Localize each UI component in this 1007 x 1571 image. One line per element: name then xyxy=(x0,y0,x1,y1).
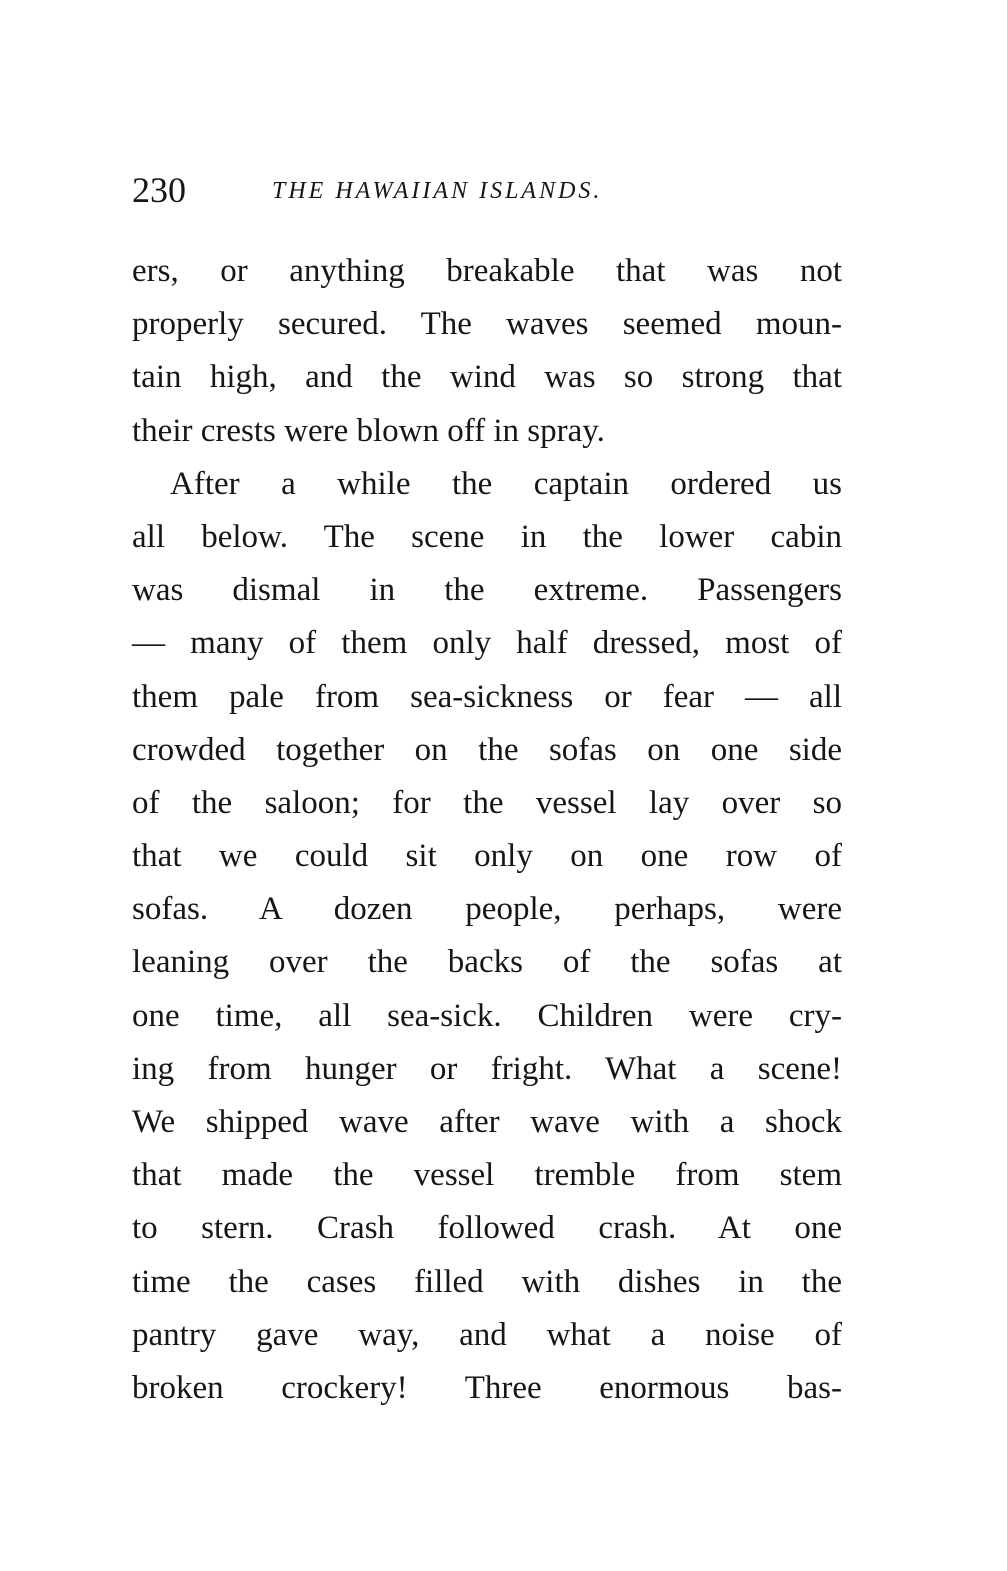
text-line: them pale from sea-sickness or fear — all xyxy=(132,678,842,715)
text-line: properly secured. The waves seemed moun- xyxy=(132,306,842,343)
text-line: pantry gave way, and what a noise of xyxy=(132,1316,842,1353)
text-line: — many of them only half dressed, most of xyxy=(132,625,842,662)
running-head: THE HAWAIIAN ISLANDS. xyxy=(272,178,603,204)
text-line: their crests were blown off in spray. xyxy=(132,412,605,449)
text-line: that made the vessel tremble from stem xyxy=(132,1157,842,1194)
page-header xyxy=(132,168,842,218)
text-line: tain high, and the wind was so strong that xyxy=(132,359,842,396)
text-line: crowded together on the sofas on one side xyxy=(132,731,842,768)
text-line: sofas. A dozen people, perhaps, were xyxy=(132,891,842,928)
text-line: all below. The scene in the lower cabin xyxy=(132,518,842,555)
text-line: to stern. Crash followed crash. At one xyxy=(132,1210,842,1247)
text-line: was dismal in the extreme. Passengers xyxy=(132,572,842,609)
text-line: After a while the captain ordered us xyxy=(170,465,842,502)
text-line: one time, all sea-sick. Children were cry- xyxy=(132,997,842,1034)
body-text xyxy=(132,245,842,1415)
text-line: of the saloon; for the vessel lay over so xyxy=(132,784,842,821)
text-line: We shipped wave after wave with a shock xyxy=(132,1104,842,1140)
text-line: ing from hunger or fright. What a scene! xyxy=(132,1050,842,1087)
text-line: ers, or anything breakable that was not xyxy=(132,253,842,289)
text-line: time the cases filled with dishes in the xyxy=(132,1263,842,1300)
page-number: 230 xyxy=(132,170,186,210)
text-line: that we could sit only on one row of xyxy=(132,838,842,875)
text-line: leaning over the backs of the sofas at xyxy=(132,944,842,981)
text-line: broken crockery! Three enormous bas- xyxy=(132,1369,842,1406)
